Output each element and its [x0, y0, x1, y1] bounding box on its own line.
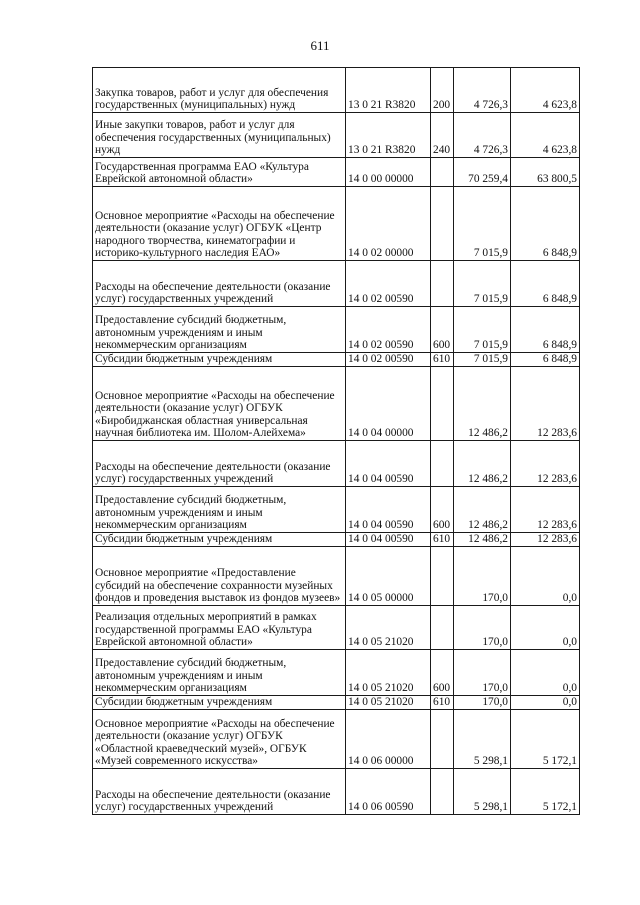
table-row	[93, 113, 580, 158]
row-vr-code-cell	[431, 547, 454, 606]
row-name-cell: Предоставление субсидий бюджетным, автономным учреждениям и иным некоммерческим организациям	[93, 650, 346, 696]
row-csr-code-cell: 13 0 21 R3820	[346, 113, 431, 158]
table-row	[93, 261, 580, 307]
row-vr-code-cell	[431, 187, 454, 261]
row-value-2-cell: 4 623,8	[511, 113, 580, 158]
row-value-2-cell: 0,0	[511, 547, 580, 606]
row-name-cell: Предоставление субсидий бюджетным, автономным учреждениям и иным некоммерческим организациям	[93, 307, 346, 353]
row-name-cell: Основное мероприятие «Расходы на обеспечение деятельности (оказание услуг) ОГБУК «Биробиджанская областная универсальная научная библиотека им. Шолом-Алейхема»	[93, 367, 346, 441]
row-name-cell: Субсидии бюджетным учреждениям	[93, 696, 346, 710]
row-value-1-cell: 170,0	[454, 650, 511, 696]
row-value-1-cell: 4 726,3	[454, 113, 511, 158]
row-csr-code-cell: 14 0 05 21020	[346, 696, 431, 710]
row-vr-code-cell: 600	[431, 650, 454, 696]
row-vr-code-cell	[431, 769, 454, 815]
row-value-2-cell: 6 848,9	[511, 261, 580, 307]
row-name-cell: Расходы на обеспечение деятельности (оказание услуг) государственных учреждений	[93, 261, 346, 307]
row-vr-code-cell: 610	[431, 696, 454, 710]
row-name-cell: Основное мероприятие «Расходы на обеспечение деятельности (оказание услуг) ОГБУК «Областной краеведческий музей», ОГБУК «Музей современного искусства»	[93, 710, 346, 769]
row-name-cell: Предоставление субсидий бюджетным, автономным учреждениям и иным некоммерческим организациям	[93, 487, 346, 533]
row-vr-code-cell: 610	[431, 533, 454, 547]
row-csr-code-cell: 14 0 02 00590	[346, 307, 431, 353]
budget-table-body	[93, 68, 580, 815]
table-row	[93, 68, 580, 113]
table-row	[93, 487, 580, 533]
row-value-1-cell: 7 015,9	[454, 187, 511, 261]
row-csr-code-cell: 14 0 05 21020	[346, 650, 431, 696]
row-name-cell: Основное мероприятие «Предоставление субсидий на обеспечение сохранности музейных фондов и проведения выставок из фондов музеев»	[93, 547, 346, 606]
row-vr-code-cell: 610	[431, 353, 454, 367]
row-vr-code-cell: 240	[431, 113, 454, 158]
table-row	[93, 367, 580, 441]
row-value-2-cell: 12 283,6	[511, 367, 580, 441]
row-value-1-cell: 12 486,2	[454, 487, 511, 533]
table-row	[93, 650, 580, 696]
row-vr-code-cell: 200	[431, 68, 454, 113]
row-value-2-cell: 0,0	[511, 606, 580, 650]
row-csr-code-cell: 14 0 02 00000	[346, 187, 431, 261]
row-name-cell: Государственная программа ЕАО «Культура Еврейской автономной области»	[93, 158, 346, 187]
row-vr-code-cell: 600	[431, 307, 454, 353]
row-name-cell: Субсидии бюджетным учреждениям	[93, 533, 346, 547]
table-row	[93, 307, 580, 353]
row-value-2-cell: 12 283,6	[511, 533, 580, 547]
table-row	[93, 769, 580, 815]
row-value-1-cell: 170,0	[454, 547, 511, 606]
table-row	[93, 710, 580, 769]
row-csr-code-cell: 14 0 02 00590	[346, 261, 431, 307]
row-vr-code-cell	[431, 158, 454, 187]
row-csr-code-cell: 14 0 02 00590	[346, 353, 431, 367]
row-value-1-cell: 7 015,9	[454, 307, 511, 353]
row-value-1-cell: 12 486,2	[454, 441, 511, 487]
row-name-cell: Реализация отдельных мероприятий в рамках государственной программы ЕАО «Культура Еврейской автономной области»	[93, 606, 346, 650]
row-value-2-cell: 0,0	[511, 696, 580, 710]
table-row	[93, 441, 580, 487]
row-csr-code-cell: 14 0 04 00000	[346, 367, 431, 441]
row-csr-code-cell: 14 0 06 00590	[346, 769, 431, 815]
row-vr-code-cell: 600	[431, 487, 454, 533]
row-value-2-cell: 0,0	[511, 650, 580, 696]
table-row	[93, 606, 580, 650]
row-name-cell: Субсидии бюджетным учреждениям	[93, 353, 346, 367]
budget-table	[92, 67, 580, 815]
row-value-1-cell: 12 486,2	[454, 367, 511, 441]
row-value-1-cell: 4 726,3	[454, 68, 511, 113]
row-value-1-cell: 12 486,2	[454, 533, 511, 547]
row-vr-code-cell	[431, 606, 454, 650]
row-name-cell: Расходы на обеспечение деятельности (оказание услуг) государственных учреждений	[93, 441, 346, 487]
row-value-1-cell: 170,0	[454, 606, 511, 650]
row-value-1-cell: 7 015,9	[454, 261, 511, 307]
row-name-cell: Расходы на обеспечение деятельности (оказание услуг) государственных учреждений	[93, 769, 346, 815]
row-value-2-cell: 6 848,9	[511, 353, 580, 367]
row-csr-code-cell: 14 0 05 21020	[346, 606, 431, 650]
row-value-2-cell: 6 848,9	[511, 307, 580, 353]
row-vr-code-cell	[431, 441, 454, 487]
row-value-2-cell: 5 172,1	[511, 710, 580, 769]
row-value-1-cell: 170,0	[454, 696, 511, 710]
row-value-2-cell: 5 172,1	[511, 769, 580, 815]
page-number: 611	[310, 38, 330, 53]
row-csr-code-cell: 14 0 04 00590	[346, 487, 431, 533]
row-value-1-cell: 5 298,1	[454, 769, 511, 815]
row-csr-code-cell: 14 0 05 00000	[346, 547, 431, 606]
table-row	[93, 187, 580, 261]
row-value-2-cell: 12 283,6	[511, 441, 580, 487]
row-csr-code-cell: 14 0 04 00590	[346, 441, 431, 487]
row-csr-code-cell: 14 0 00 00000	[346, 158, 431, 187]
row-csr-code-cell: 14 0 06 00000	[346, 710, 431, 769]
row-value-1-cell: 70 259,4	[454, 158, 511, 187]
row-value-2-cell: 4 623,8	[511, 68, 580, 113]
table-row	[93, 696, 580, 710]
row-vr-code-cell	[431, 710, 454, 769]
row-value-2-cell: 6 848,9	[511, 187, 580, 261]
row-value-1-cell: 7 015,9	[454, 353, 511, 367]
row-csr-code-cell: 13 0 21 R3820	[346, 68, 431, 113]
row-vr-code-cell	[431, 367, 454, 441]
table-row	[93, 158, 580, 187]
row-name-cell: Основное мероприятие «Расходы на обеспечение деятельности (оказание услуг) ОГБУК «Центр народного творчества, кинематографии и историко-культурного наследия ЕАО»	[93, 187, 346, 261]
row-value-2-cell: 12 283,6	[511, 487, 580, 533]
table-row	[93, 533, 580, 547]
row-name-cell: Закупка товаров, работ и услуг для обеспечения государственных (муниципальных) нужд	[93, 68, 346, 113]
row-vr-code-cell	[431, 261, 454, 307]
table-row	[93, 547, 580, 606]
row-csr-code-cell: 14 0 04 00590	[346, 533, 431, 547]
table-row	[93, 353, 580, 367]
row-name-cell: Иные закупки товаров, работ и услуг для обеспечения государственных (муниципальных) нужд	[93, 113, 346, 158]
row-value-2-cell: 63 800,5	[511, 158, 580, 187]
row-value-1-cell: 5 298,1	[454, 710, 511, 769]
